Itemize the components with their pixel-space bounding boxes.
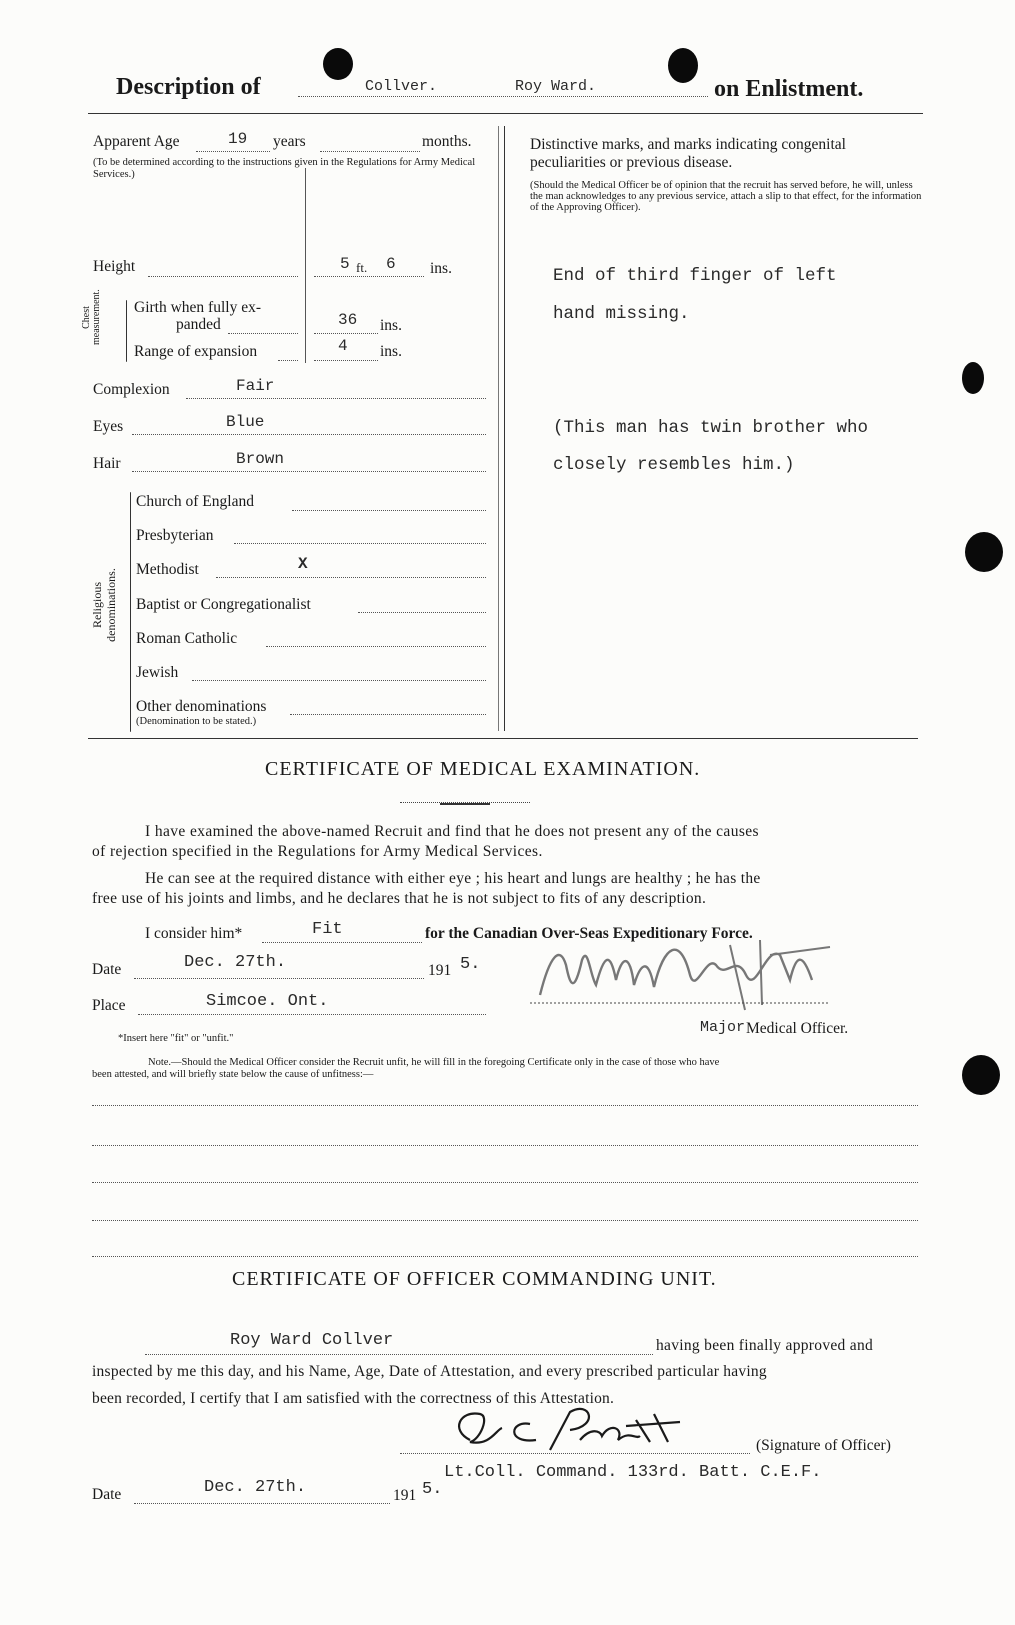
religion-line — [234, 543, 486, 544]
given-names: Roy Ward. — [515, 78, 597, 95]
hair-value: Brown — [236, 450, 285, 468]
recruit-name-line — [145, 1354, 653, 1355]
medical-date-label: Date — [92, 961, 122, 978]
medical-note-line1: Note.—Should the Medical Officer consider the Recruit unfit, he will fill in the foregoing Certificate only in the case of those who have — [148, 1057, 720, 1068]
commanding-year-prefix: 191 — [393, 1487, 417, 1504]
medical-year-prefix: 191 — [428, 962, 452, 979]
chest-measurement-label: Chest measurement. — [81, 289, 102, 345]
ins-label: ins. — [430, 260, 452, 277]
religion-presbyterian: Presbyterian — [136, 527, 214, 544]
for-cef-label: for the Canadian Over-Seas Expeditionary Force. — [425, 925, 753, 942]
place-line — [138, 1014, 486, 1015]
religion-line — [292, 510, 486, 511]
height-line — [148, 276, 298, 277]
description-heading: Description of — [116, 74, 261, 100]
fit-line — [262, 942, 422, 943]
marks-heading-1: Distinctive marks, and marks indicating congenital — [530, 136, 846, 153]
religion-roman-catholic: Roman Catholic — [136, 630, 238, 647]
age-line — [196, 151, 270, 152]
measure-divider — [305, 168, 306, 363]
range-value-line — [314, 360, 378, 361]
distinctive-mark-line-3: (This man has twin brother who — [553, 418, 869, 438]
signature-line — [400, 1453, 750, 1454]
medical-note-line2: been attested, and will briefly state below the cause of unfitness:— — [92, 1069, 374, 1080]
complexion-label: Complexion — [93, 381, 170, 398]
religion-line — [266, 646, 486, 647]
medical-para2-line1: He can see at the required distance with either eye ; his heart and lungs are healthy ; he has the — [145, 870, 761, 887]
range-value: 4 — [338, 337, 348, 355]
medical-para1-line2: of rejection specified in the Regulations for Army Medical Services. — [92, 843, 543, 860]
medical-officer-rank: Major — [700, 1019, 746, 1036]
ft-label: ft. — [356, 260, 368, 275]
girth-value-line — [314, 333, 378, 334]
column-divider — [498, 126, 499, 731]
punch-hole — [323, 48, 353, 80]
religion-baptist: Baptist or Congregationalist — [136, 596, 311, 613]
age-note: (To be determined according to the instructions given in the Regulations for Army Medical Services.) — [93, 157, 476, 180]
medical-year-suffix: 5. — [460, 955, 481, 974]
title-ornament — [440, 803, 490, 805]
commanding-officer-title: Lt.Coll. Command. 133rd. Batt. C.E.F. — [444, 1463, 822, 1482]
unfitness-line — [92, 1256, 918, 1257]
months-label: months. — [422, 133, 472, 150]
punch-hole — [965, 532, 1003, 572]
other-denomination-note: (Denomination to be stated.) — [136, 716, 257, 727]
consider-label: I consider him* — [145, 925, 243, 942]
girth-value: 36 — [338, 311, 358, 329]
commanding-line1: having been finally approved and — [656, 1337, 874, 1354]
girth-label-line — [228, 333, 298, 334]
marks-heading-2: peculiarities or previous disease. — [530, 154, 733, 171]
girth-ins-label: ins. — [380, 317, 402, 334]
unfitness-line — [92, 1182, 918, 1183]
religion-line — [192, 680, 486, 681]
insert-note: *Insert here "fit" or "unfit." — [118, 1033, 234, 1044]
girth-label-2: panded — [176, 316, 221, 333]
header-name-line — [298, 96, 708, 97]
commanding-date-line — [134, 1503, 390, 1504]
medical-date-line — [134, 978, 424, 979]
punch-hole — [962, 1055, 1000, 1095]
religion-line — [216, 577, 486, 578]
medical-para2-line2: free use of his joints and limbs, and he declares that he is not subject to fits of any description. — [92, 890, 707, 907]
punch-hole — [962, 362, 984, 394]
unfitness-line — [92, 1105, 918, 1106]
religion-other: Other denominations — [136, 698, 267, 715]
complexion-line — [186, 398, 486, 399]
distinctive-mark-line-2: hand missing. — [553, 304, 690, 324]
signature-label: (Signature of Officer) — [756, 1437, 891, 1454]
distinctive-mark-line-1: End of third finger of left — [553, 266, 837, 286]
girth-label-1: Girth when fully ex- — [134, 299, 261, 316]
methodist-mark: X — [298, 555, 308, 573]
marks-note: (Should the Medical Officer be of opinion that the recruit has served before, he will, unless the man acknowledges to any previous service, attach a slip to that effect, for the information of the Approving Officer). — [530, 180, 922, 213]
surname: Collver. — [365, 78, 438, 95]
column-divider — [504, 126, 505, 731]
age-value: 19 — [228, 130, 248, 148]
distinctive-mark-line-4: closely resembles him.) — [553, 455, 795, 475]
header-rule — [88, 113, 923, 114]
hair-line — [132, 471, 486, 472]
range-label-line — [278, 360, 298, 361]
commanding-certificate-title: CERTIFICATE OF OFFICER COMMANDING UNIT. — [232, 1268, 717, 1290]
commanding-year-suffix: 5. — [422, 1480, 443, 1499]
commanding-line3: been recorded, I certify that I am satisfied with the correctness of this Attestation. — [92, 1390, 615, 1407]
height-in-value: 6 — [386, 255, 396, 273]
medical-officer-label: Medical Officer. — [746, 1020, 849, 1037]
chest-brace — [126, 300, 127, 362]
complexion-value: Fair — [236, 377, 275, 395]
commanding-officer-signature — [440, 1400, 770, 1460]
place-label: Place — [92, 997, 126, 1014]
religion-line — [358, 612, 486, 613]
height-ft-line — [314, 276, 424, 277]
range-ins-label: ins. — [380, 343, 402, 360]
punch-hole — [668, 48, 698, 83]
religious-denominations-label: Religious denominations. — [90, 568, 118, 642]
height-label: Height — [93, 258, 136, 275]
unfitness-line — [92, 1220, 918, 1221]
religion-methodist: Methodist — [136, 561, 199, 578]
eyes-line — [132, 434, 486, 435]
hair-label: Hair — [93, 455, 121, 472]
medical-date-value: Dec. 27th. — [184, 953, 287, 972]
religion-jewish: Jewish — [136, 664, 179, 681]
medical-officer-signature — [530, 925, 850, 1015]
commanding-date-label: Date — [92, 1486, 122, 1503]
medical-certificate-title: CERTIFICATE OF MEDICAL EXAMINATION. — [265, 758, 701, 780]
religion-church-of-england: Church of England — [136, 493, 254, 510]
section-rule — [88, 738, 918, 739]
medical-para1-line1: I have examined the above-named Recruit and find that he does not present any of the causes — [145, 823, 759, 840]
recruit-name-value: Roy Ward Collver — [230, 1331, 394, 1350]
religions-brace — [130, 492, 131, 732]
commanding-date-value: Dec. 27th. — [204, 1478, 307, 1497]
fit-value: Fit — [312, 920, 343, 939]
unfitness-line — [92, 1145, 918, 1146]
eyes-value: Blue — [226, 413, 265, 431]
place-value: Simcoe. Ont. — [206, 992, 329, 1011]
range-label: Range of expansion — [134, 343, 258, 360]
on-enlistment-heading: on Enlistment. — [714, 76, 864, 102]
apparent-age-label: Apparent Age — [93, 133, 180, 150]
commanding-line2: inspected by me this day, and his Name, Age, Date of Attestation, and every prescribed particular having — [92, 1363, 767, 1380]
religion-line — [290, 714, 486, 715]
height-ft-value: 5 — [340, 255, 350, 273]
eyes-label: Eyes — [93, 418, 124, 435]
months-line — [320, 151, 420, 152]
years-label: years — [273, 133, 306, 150]
